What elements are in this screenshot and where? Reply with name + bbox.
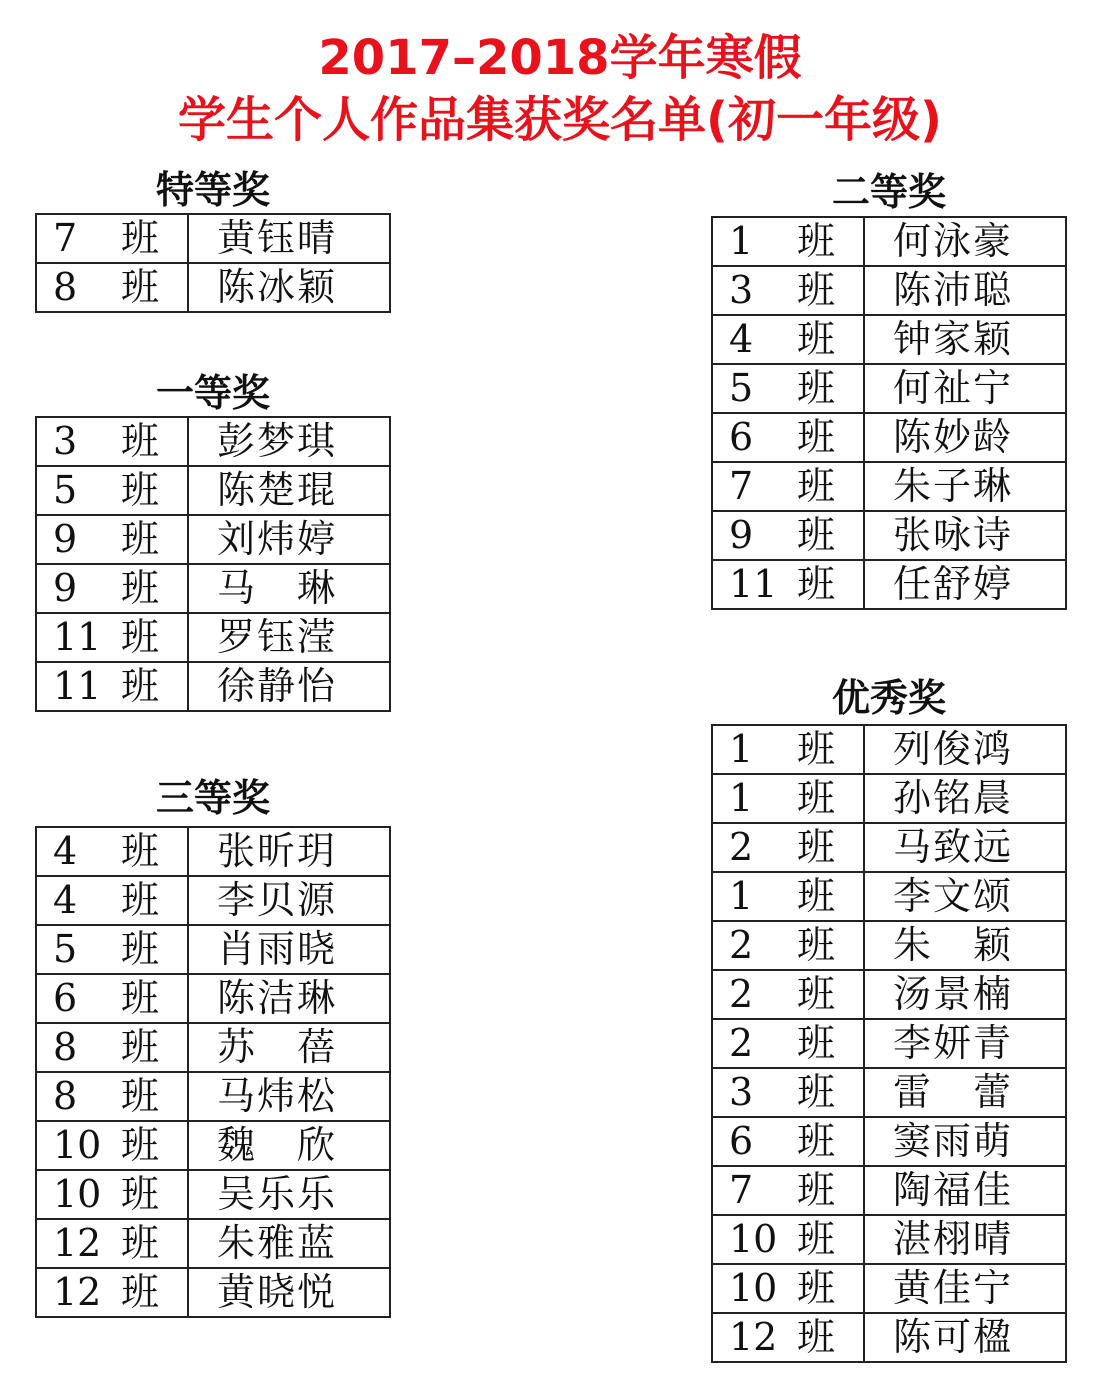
award-heading: 一等奖: [155, 370, 270, 415]
class-label: 班: [797, 1315, 836, 1359]
student-name: 孙铭晨: [864, 774, 1066, 823]
class-cell: [712, 725, 864, 774]
class-label: 班: [797, 1119, 836, 1163]
class-number: 2: [729, 825, 754, 869]
class-number: 4: [53, 829, 78, 873]
class-label: 班: [121, 517, 160, 561]
class-number: 3: [729, 1070, 754, 1114]
class-label: 班: [797, 366, 836, 410]
class-cell: [36, 1268, 188, 1317]
table-row: [36, 564, 390, 613]
class-label: 班: [121, 468, 160, 512]
student-name: 李贝源: [188, 876, 390, 925]
class-cell: [36, 417, 188, 466]
class-number: 9: [53, 517, 78, 561]
table-row: [36, 515, 390, 564]
class-number: 4: [53, 878, 78, 922]
award-table: [711, 216, 1067, 610]
class-number: 4: [729, 317, 754, 361]
student-name: 陈洁琳: [188, 974, 390, 1023]
student-name: 刘炜婷: [188, 515, 390, 564]
class-label: 班: [121, 1172, 160, 1216]
table-row: [36, 974, 390, 1023]
class-label: 班: [797, 415, 836, 459]
class-label: 班: [121, 829, 160, 873]
class-number: 10: [729, 1217, 778, 1261]
table-row: [712, 1166, 1066, 1215]
class-number: 8: [53, 1074, 78, 1118]
class-number: 3: [729, 268, 754, 312]
class-cell: [36, 564, 188, 613]
class-number: 2: [729, 923, 754, 967]
table-row: [36, 1219, 390, 1268]
table-row: [712, 315, 1066, 364]
class-cell: [36, 925, 188, 974]
class-number: 7: [729, 1168, 754, 1212]
class-label: 班: [121, 1221, 160, 1265]
table-row: [712, 725, 1066, 774]
class-cell: [712, 364, 864, 413]
class-number: 5: [729, 366, 754, 410]
class-number: 5: [53, 468, 78, 512]
student-name: 朱雅蓝: [188, 1219, 390, 1268]
student-name: 陈妙龄: [864, 413, 1066, 462]
table-row: [712, 364, 1066, 413]
table-row: [36, 466, 390, 515]
class-number: 5: [53, 927, 78, 971]
class-number: 11: [729, 562, 778, 606]
class-number: 9: [729, 513, 754, 557]
class-cell: [712, 315, 864, 364]
class-number: 12: [53, 1221, 102, 1265]
class-cell: [712, 511, 864, 560]
class-cell: [36, 827, 188, 876]
student-name: 彭梦琪: [188, 417, 390, 466]
class-label: 班: [797, 268, 836, 312]
class-cell: [36, 1121, 188, 1170]
student-name: 窦雨萌: [864, 1117, 1066, 1166]
class-cell: [712, 1215, 864, 1264]
student-name: 黄佳宁: [864, 1264, 1066, 1313]
award-heading: 优秀奖: [831, 675, 946, 720]
student-name: 汤景楠: [864, 970, 1066, 1019]
table-row: [36, 1023, 390, 1072]
student-name: 陶福佳: [864, 1166, 1066, 1215]
class-label: 班: [121, 566, 160, 610]
class-number: 1: [729, 776, 754, 820]
student-name: 何祉宁: [864, 364, 1066, 413]
class-number: 10: [729, 1266, 778, 1310]
student-name: 雷 蕾: [864, 1068, 1066, 1117]
class-label: 班: [797, 972, 836, 1016]
table-row: [712, 217, 1066, 266]
class-label: 班: [121, 1025, 160, 1069]
class-cell: [712, 1166, 864, 1215]
class-cell: [712, 413, 864, 462]
table-row: [36, 1170, 390, 1219]
class-cell: [36, 263, 188, 312]
class-cell: [712, 217, 864, 266]
student-name: 马致远: [864, 823, 1066, 872]
class-number: 8: [53, 1025, 78, 1069]
award-heading: 特等奖: [155, 167, 270, 212]
class-number: 6: [729, 1119, 754, 1163]
table-row: [36, 925, 390, 974]
class-cell: [36, 613, 188, 662]
table-row: [712, 921, 1066, 970]
class-label: 班: [121, 615, 160, 659]
class-label: 班: [797, 513, 836, 557]
class-cell: [712, 1264, 864, 1313]
class-cell: [712, 1068, 864, 1117]
class-label: 班: [121, 664, 160, 708]
class-number: 2: [729, 1021, 754, 1065]
class-label: 班: [797, 874, 836, 918]
table-row: [712, 462, 1066, 511]
class-label: 班: [121, 976, 160, 1020]
class-number: 9: [53, 566, 78, 610]
class-number: 12: [53, 1270, 102, 1314]
class-cell: [36, 515, 188, 564]
table-row: [36, 876, 390, 925]
class-label: 班: [797, 825, 836, 869]
class-number: 1: [729, 219, 754, 263]
class-number: 7: [729, 464, 754, 508]
class-cell: [36, 466, 188, 515]
class-label: 班: [121, 216, 160, 260]
student-name: 李文颂: [864, 872, 1066, 921]
class-label: 班: [797, 1021, 836, 1065]
class-cell: [712, 921, 864, 970]
class-number: 8: [53, 265, 78, 309]
table-row: [712, 1019, 1066, 1068]
student-name: 钟家颖: [864, 315, 1066, 364]
award-heading: 二等奖: [831, 169, 946, 214]
class-cell: [36, 1072, 188, 1121]
class-cell: [712, 560, 864, 609]
class-label: 班: [797, 1217, 836, 1261]
class-label: 班: [121, 1123, 160, 1167]
class-label: 班: [797, 219, 836, 263]
student-name: 陈可楹: [864, 1313, 1066, 1362]
class-cell: [712, 266, 864, 315]
table-row: [36, 662, 390, 711]
page-title-line-1: 2017–2018学年寒假: [318, 30, 802, 86]
student-name: 马炜松: [188, 1072, 390, 1121]
class-cell: [36, 214, 188, 263]
student-name: 任舒婷: [864, 560, 1066, 609]
class-number: 6: [53, 976, 78, 1020]
student-name: 张咏诗: [864, 511, 1066, 560]
class-cell: [712, 970, 864, 1019]
table-row: [712, 1117, 1066, 1166]
table-row: [712, 413, 1066, 462]
student-name: 李妍青: [864, 1019, 1066, 1068]
table-row: [712, 774, 1066, 823]
class-number: 3: [53, 419, 78, 463]
table-row: [36, 214, 390, 263]
student-name: 何泳豪: [864, 217, 1066, 266]
table-row: [36, 417, 390, 466]
table-row: [712, 1068, 1066, 1117]
class-label: 班: [797, 1266, 836, 1310]
student-name: 吴乐乐: [188, 1170, 390, 1219]
student-name: 马 琳: [188, 564, 390, 613]
student-name: 张昕玥: [188, 827, 390, 876]
class-cell: [712, 1313, 864, 1362]
award-heading: 三等奖: [155, 775, 270, 820]
class-label: 班: [121, 265, 160, 309]
student-name: 列俊鸿: [864, 725, 1066, 774]
student-name: 徐静怡: [188, 662, 390, 711]
table-row: [712, 823, 1066, 872]
class-number: 10: [53, 1123, 102, 1167]
table-row: [712, 1264, 1066, 1313]
class-cell: [36, 876, 188, 925]
class-label: 班: [797, 1070, 836, 1114]
class-number: 7: [53, 216, 78, 260]
class-number: 6: [729, 415, 754, 459]
table-row: [36, 827, 390, 876]
class-number: 10: [53, 1172, 102, 1216]
class-label: 班: [121, 419, 160, 463]
student-name: 魏 欣: [188, 1121, 390, 1170]
student-name: 罗钰滢: [188, 613, 390, 662]
class-label: 班: [797, 464, 836, 508]
table-row: [712, 872, 1066, 921]
student-name: 陈楚琨: [188, 466, 390, 515]
award-table: [35, 416, 391, 712]
class-label: 班: [797, 1168, 836, 1212]
class-label: 班: [797, 923, 836, 967]
student-name: 朱 颖: [864, 921, 1066, 970]
class-label: 班: [121, 927, 160, 971]
class-label: 班: [121, 1270, 160, 1314]
table-row: [36, 613, 390, 662]
class-cell: [36, 1170, 188, 1219]
student-name: 朱子琳: [864, 462, 1066, 511]
class-cell: [712, 462, 864, 511]
class-cell: [36, 1023, 188, 1072]
student-name: 黄晓悦: [188, 1268, 390, 1317]
table-row: [36, 263, 390, 312]
award-table: [35, 213, 391, 313]
table-row: [36, 1072, 390, 1121]
student-name: 黄钰晴: [188, 214, 390, 263]
class-number: 11: [53, 615, 102, 659]
student-name: 苏 蓓: [188, 1023, 390, 1072]
student-name: 湛栩晴: [864, 1215, 1066, 1264]
class-label: 班: [797, 317, 836, 361]
class-cell: [712, 1117, 864, 1166]
student-name: 肖雨晓: [188, 925, 390, 974]
table-row: [712, 970, 1066, 1019]
table-row: [712, 1215, 1066, 1264]
class-number: 12: [729, 1315, 778, 1359]
class-cell: [712, 872, 864, 921]
class-cell: [36, 974, 188, 1023]
table-row: [712, 266, 1066, 315]
table-row: [712, 560, 1066, 609]
class-number: 11: [53, 664, 102, 708]
table-row: [36, 1121, 390, 1170]
award-table: [35, 826, 391, 1318]
class-label: 班: [797, 776, 836, 820]
class-number: 1: [729, 874, 754, 918]
class-cell: [712, 1019, 864, 1068]
table-row: [712, 511, 1066, 560]
student-name: 陈冰颖: [188, 263, 390, 312]
class-label: 班: [121, 1074, 160, 1118]
award-table: [711, 724, 1067, 1363]
table-row: [712, 1313, 1066, 1362]
class-number: 2: [729, 972, 754, 1016]
student-name: 陈沛聪: [864, 266, 1066, 315]
class-label: 班: [797, 562, 836, 606]
class-cell: [36, 662, 188, 711]
class-cell: [36, 1219, 188, 1268]
class-number: 1: [729, 727, 754, 771]
class-cell: [712, 823, 864, 872]
class-label: 班: [121, 878, 160, 922]
class-cell: [712, 774, 864, 823]
table-row: [36, 1268, 390, 1317]
class-label: 班: [797, 727, 836, 771]
page-title-line-2: 学生个人作品集获奖名单(初一年级): [178, 92, 942, 148]
